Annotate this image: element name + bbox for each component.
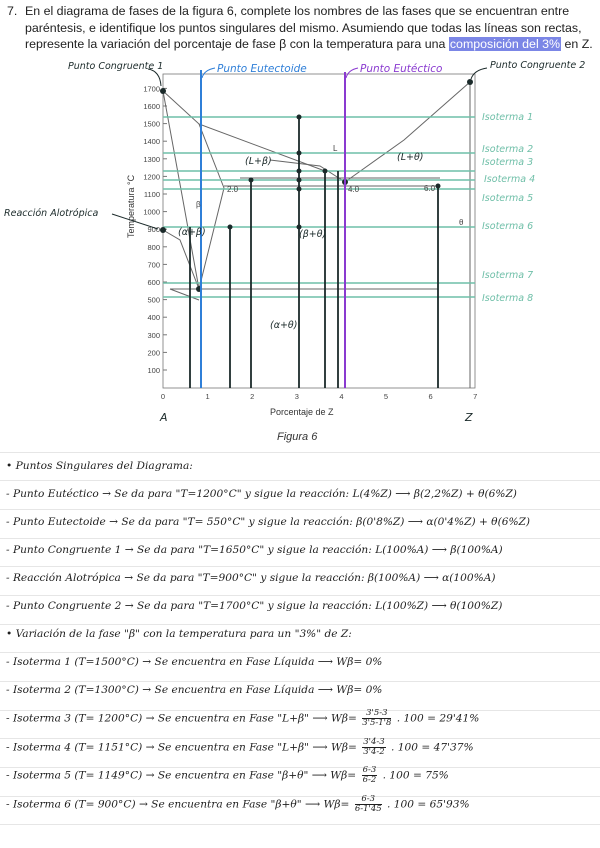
fraction-2-result: . 100 = 47'37% (391, 741, 474, 754)
y-tick-label: 1200 (143, 172, 160, 182)
y-tick-label: 1000 (143, 207, 160, 217)
y-tick-label: 1300 (143, 154, 160, 164)
isotherm-label-5: Isoterma 5 (482, 193, 534, 204)
fraction-3 (362, 766, 378, 785)
note-line-2: - Punto Eutéctico → Se da para "T=1200°C" y sigue la reacción: L(4%Z) ⟶ β(2,2%Z) + θ(6%Z) (6, 488, 517, 500)
note-line-12 (6, 766, 449, 785)
label-z: Z (465, 411, 473, 424)
question-number: 7. (7, 4, 18, 18)
note-line-12-text: - Isoterma 5 (T= 1149°C) → Se encuentra en Fase "β+θ" ⟶ Wβ= (6, 769, 357, 782)
question-text-before: En el diagrama de fases de la figura 6, complete los nombres de las fases que se encuentran entre paréntesis, e identifique los puntos singulares del mismo. Asumiendo que todas las líneas son rectas, represente la variación del porcentaje de fase β con la temperatura para una (25, 4, 582, 51)
note-line-8: - Isoterma 1 (T=1500°C) → Se encuentra en Fase Líquida ⟶ Wβ= 0% (6, 656, 383, 668)
label-theta: θ (459, 218, 464, 227)
isotherm-label-6: Isoterma 6 (482, 221, 534, 232)
y-tick-label: 600 (147, 278, 160, 287)
fraction-4-result: . 100 = 65'93% (387, 798, 470, 811)
label-alpha-theta: (α+θ) (270, 320, 298, 331)
y-tick-label: 1600 (143, 102, 160, 111)
label-punto-eutectico: Punto Eutéctico (360, 63, 443, 75)
isotherm-label-3: Isoterma 3 (482, 157, 534, 168)
y-tick-label: 1700 (143, 84, 160, 94)
label-4-0: 4.0 (348, 185, 360, 194)
eutectoide-arrow (202, 68, 215, 78)
y-tick-label: 900 (147, 225, 160, 235)
fraction-2-numerator: 3'4-3 (363, 737, 385, 747)
note-line-10 (6, 709, 479, 728)
note-line-11 (6, 738, 474, 757)
y-tick-label: 100 (147, 366, 160, 375)
label-beta: β (196, 200, 201, 209)
fraction-3-denominator: 6-2 (362, 775, 377, 785)
fraction-4-numerator: 6-3 (355, 795, 382, 805)
x-tick-label: 1 (205, 392, 210, 401)
y-tick-label: 200 (147, 348, 160, 358)
note-line-4: - Punto Congruente 1 → Se da para "T=1650°C" y sigue la reacción: L(100%A) ⟶ β(100%A) (6, 544, 503, 556)
label-2-0: 2.0 (227, 185, 239, 194)
isotherm-label-8: Isoterma 8 (482, 293, 534, 304)
y-tick-label: 500 (147, 295, 160, 305)
x-axis-label: Porcentaje de Z (270, 407, 334, 417)
isotherm-label-7: Isoterma 7 (482, 270, 534, 281)
y-tick-label: 1400 (143, 137, 160, 147)
figure-caption: Figura 6 (277, 431, 318, 443)
x-tick-label: 2 (250, 392, 255, 401)
label-alpha-beta: (α+β) (178, 227, 206, 238)
y-tick-label: 700 (147, 260, 160, 270)
label-punto-congruente-2: Punto Congruente 2 (490, 60, 586, 71)
note-line-13-text: - Isoterma 6 (T= 900°C) → Se encuentra en Fase "β+θ" ⟶ Wβ= (6, 798, 350, 811)
label-reaccion-alotropica: Reacción Alotrópica (4, 208, 99, 219)
fraction-1-result: . 100 = 29'41% (396, 712, 480, 725)
y-tick-label: 1500 (143, 119, 160, 129)
fraction-2 (362, 738, 385, 757)
handwritten-notes (0, 452, 600, 848)
note-line-1: • Puntos Singulares del Diagrama: (6, 460, 193, 472)
fraction-1-numerator: 3'5-3 (362, 709, 391, 719)
x-tick-label: 5 (383, 392, 389, 401)
y-tick-label: 400 (147, 313, 160, 323)
note-line-3: - Punto Eutectoide → Se da para "T= 550°C" y sigue la reacción: β(0'8%Z) ⟶ α(0'4%Z) + θ(6%Z) (6, 516, 530, 528)
note-line-5: - Reacción Alotrópica → Se da para "T=900°C" y sigue la reacción: β(100%A) ⟶ α(100%A) (6, 572, 496, 584)
x-tick-label: 0 (160, 392, 166, 401)
y-tick-label: 300 (147, 330, 160, 340)
isotherm-label-4: Isoterma 4 (484, 174, 536, 185)
label-punto-congruente-1: Punto Congruente 1 (68, 61, 164, 72)
fraction-4-denominator: 6-1'45 (354, 804, 382, 814)
fraction-3-result: . 100 = 75% (382, 769, 449, 782)
fraction-1 (362, 709, 391, 728)
x-axis-ticks (161, 392, 477, 401)
eutectico-arrow (346, 68, 358, 78)
y-tick-label: 800 (147, 242, 160, 252)
question-text-after: en Z. (564, 37, 593, 51)
label-l-theta: (L+θ) (397, 152, 424, 163)
fraction-4 (355, 795, 382, 814)
label-punto-eutectoide: Punto Eutectoide (217, 63, 307, 75)
x-tick-label: 6 (428, 392, 433, 401)
label-l-beta: (L+β) (245, 156, 272, 167)
fraction-3-numerator: 6-3 (362, 765, 377, 775)
note-line-13 (6, 795, 470, 814)
x-tick-label: 3 (294, 392, 299, 401)
label-a: A (160, 411, 168, 424)
isotherm-lines (163, 117, 475, 297)
label-beta-theta: (β+θ) (299, 229, 327, 240)
label-l: L (333, 144, 338, 153)
note-line-7: • Variación de la fase "β" con la temperatura para un "3%" de Z: (6, 628, 352, 640)
label-6-0: 6.0 (424, 184, 436, 193)
note-line-9: - Isoterma 2 (T=1300°C) → Se encuentra en Fase Líquida ⟶ Wβ= 0% (6, 684, 383, 696)
y-tick-label: 1100 (143, 190, 160, 199)
highlighted-text: composición del 3% (449, 37, 561, 51)
fraction-1-denominator: 3'5-1'8 (362, 718, 392, 728)
note-line-10-text: - Isoterma 3 (T= 1200°C) → Se encuentra en Fase "L+β" ⟶ Wβ= (6, 712, 357, 725)
note-line-6: - Punto Congruente 2 → Se da para "T=1700°C" y sigue la reacción: L(100%Z) ⟶ θ(100%Z) (6, 600, 503, 612)
isotherm-label-1: Isoterma 1 (482, 112, 534, 123)
isotherm-label-2: Isoterma 2 (482, 144, 534, 155)
note-line-11-text: - Isoterma 4 (T= 1151°C) → Se encuentra en Fase "L+β" ⟶ Wβ= (6, 741, 357, 754)
x-tick-label: 4 (339, 392, 344, 401)
fraction-2-denominator: 3'4-2 (363, 747, 385, 757)
y-axis-label: Temperatura °C (126, 174, 136, 238)
x-tick-label: 7 (473, 392, 478, 401)
